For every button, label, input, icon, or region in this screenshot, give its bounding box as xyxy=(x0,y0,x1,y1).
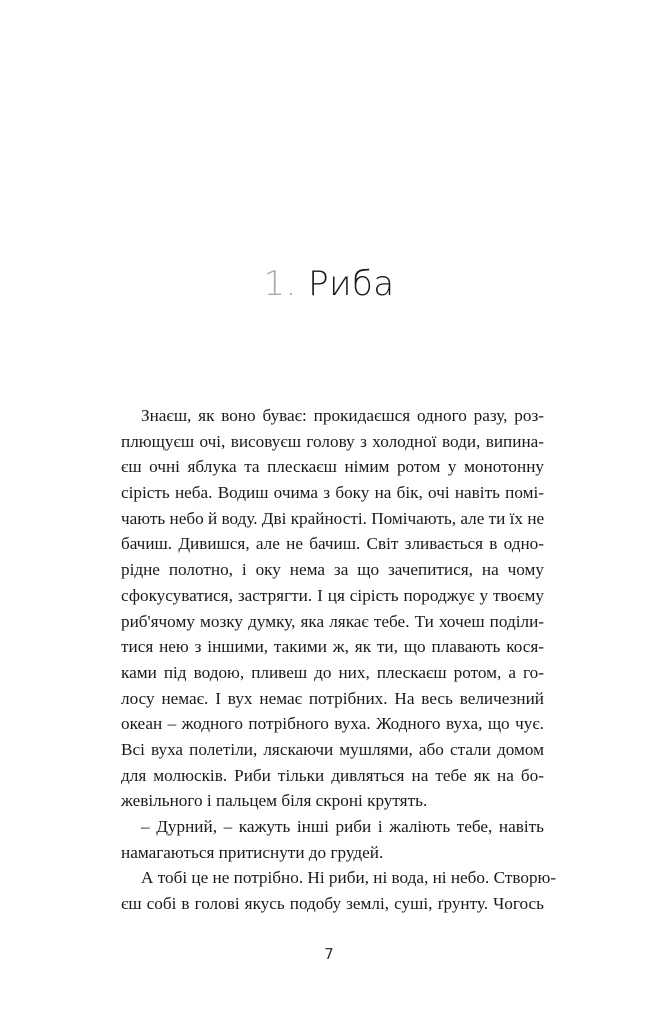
chapter-title xyxy=(0,262,658,306)
text-line: сірість неба. Водиш очима з боку на бік, очі навіть помі- xyxy=(121,483,544,503)
text-line: – Дурний, – кажуть інші риби і жаліють тебе, навіть xyxy=(141,817,544,836)
chapter-number: 1. xyxy=(263,264,297,304)
text-line: сфокусуватися, застрягти. І ця сірість породжує у твоєму xyxy=(121,585,544,605)
text-line: єш собі в голові якусь подобу землі, суші, ґрунту. Чогось xyxy=(121,894,544,914)
text-line: плющуєш очі, висовуєш голову з холодної води, випина- xyxy=(121,431,544,451)
text-line: Всі вуха полетіли, ляскаючи мушлями, або стали домом xyxy=(121,739,544,759)
text-line: риб'ячому мозку думку, яка лякає тебе. Ти хочеш поділи- xyxy=(121,611,544,631)
text-line: для молюсків. Риби тільки дивляться на тебе як на бо- xyxy=(121,765,544,785)
text-line: А тобі це не потрібно. Ні риби, ні вода, ні небо. Створю- xyxy=(141,868,557,888)
page-number: 7 xyxy=(324,945,334,963)
text-line: ками під водою, пливеш до них, плескаєш ротом, а го- xyxy=(121,662,544,682)
chapter-name: Риба xyxy=(308,264,395,304)
body-text xyxy=(121,403,557,917)
text-line: чають небо й воду. Дві крайності. Помічають, але ти їх не xyxy=(121,508,545,528)
text-line: океан – жодного потрібного вуха. Жодного вуха, що чує. xyxy=(121,714,544,734)
text-line: тися нею з іншими, такими ж, як ти, що плавають кося- xyxy=(121,637,544,657)
text-line: єш очні яблука та плескаєш німим ротом у монотонну xyxy=(121,457,544,477)
text-line: Знаєш, як воно буває: прокидаєшся одного разу, роз- xyxy=(141,406,544,425)
text-line: лосу немає. І вух немає потрібних. На весь величезний xyxy=(121,688,544,708)
text-line: бачиш. Дивишся, але не бачиш. Світ зливається в одно- xyxy=(121,534,544,554)
text-line: рідне полотно, і оку нема за що зачепитися, на чому xyxy=(121,560,544,580)
text-line: намагаються притиснути до грудей. xyxy=(121,842,384,862)
text-line: жевільного і пальцем біля скроні крутять. xyxy=(121,791,428,811)
